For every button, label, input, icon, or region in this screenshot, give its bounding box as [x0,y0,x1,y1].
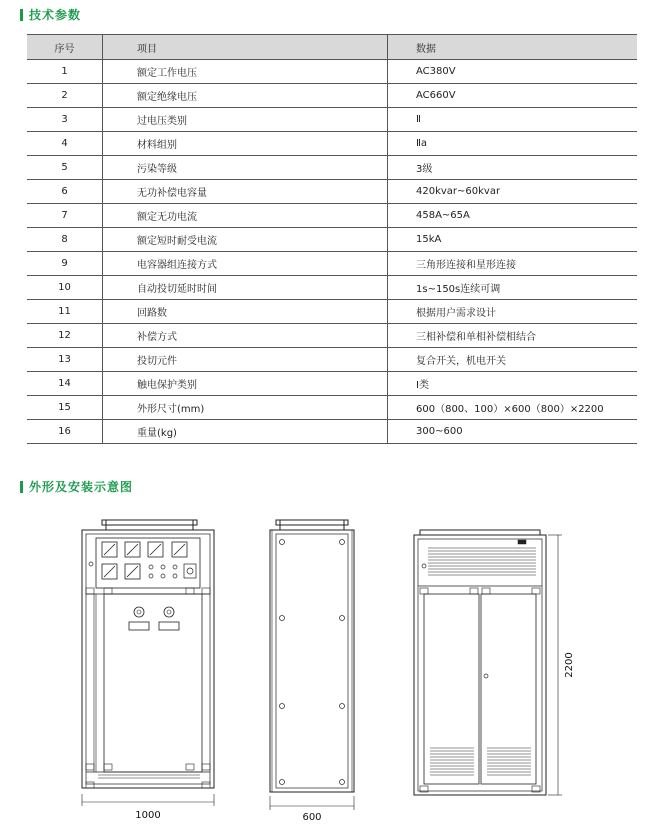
row-item: 额定无功电流 [103,204,388,228]
rear-cabinet-frame [414,535,546,795]
side-view [270,520,354,823]
row-index: 9 [27,252,103,276]
side-depth-label: 600 [302,812,322,823]
row-index: 5 [27,156,103,180]
outline-installation-title [20,478,133,495]
row-value: 600（800、100）×600（800）×2200 [388,396,638,420]
table-row [27,108,637,132]
row-index: 8 [27,228,103,252]
top-vent-grille-icon [428,548,536,575]
row-value: 根据用户需求设计 [388,300,638,324]
table-header-row [27,35,637,60]
row-index: 7 [27,204,103,228]
row-item: 过电压类别 [103,108,388,132]
technical-parameters-text: 技术参数 [29,8,82,22]
row-value: 420kvar~60kvar [388,180,638,204]
row-item: 材料组别 [103,132,388,156]
rear-view [414,530,575,795]
row-index: 16 [27,420,103,444]
row-index: 1 [27,60,103,84]
title-bar-icon [20,9,23,21]
row-item: 补偿方式 [103,324,388,348]
row-value: Ⅰ类 [388,372,638,396]
row-value: 458A~65A [388,204,638,228]
front-door [104,594,202,772]
row-index: 4 [27,132,103,156]
row-item: 额定工作电压 [103,60,388,84]
fixing-hole-icon [280,540,345,785]
header-index: 序号 [27,35,103,60]
cabinet-drawings [0,500,647,838]
row-item: 重量(kg) [103,420,388,444]
row-index: 10 [27,276,103,300]
table-row [27,396,637,420]
row-value: Ⅱa [388,132,638,156]
height-label: 2200 [564,652,575,678]
door-handle-icon [484,674,488,678]
row-index: 6 [27,180,103,204]
header-data: 数据 [388,35,638,60]
rear-door-left [424,594,479,784]
row-item: 无功补偿电容量 [103,180,388,204]
table-row [27,84,637,108]
row-item: 触电保护类别 [103,372,388,396]
row-item: 电容器组连接方式 [103,252,388,276]
table-row [27,156,637,180]
title-bar-icon [20,481,23,493]
row-index: 11 [27,300,103,324]
side-lifting-rail [276,520,348,525]
header-item: 项目 [103,35,388,60]
technical-parameters-title [20,6,81,23]
table-row [27,204,637,228]
row-item: 投切元件 [103,348,388,372]
table-row [27,228,637,252]
vent-grille-icon [98,775,200,778]
row-value: AC380V [388,60,638,84]
row-index: 14 [27,372,103,396]
table-row [27,372,637,396]
switch-knob-icon [134,607,144,617]
row-item: 额定绝缘电压 [103,84,388,108]
rear-door-right [481,594,536,784]
table-row [27,348,637,372]
front-lifting-rail [102,520,197,525]
row-value: 三相补偿和单相补偿相结合 [388,324,638,348]
row-item: 污染等级 [103,156,388,180]
table-row [27,252,637,276]
row-index: 13 [27,348,103,372]
front-width-label: 1000 [135,810,161,821]
row-value: 三角形连接和星形连接 [388,252,638,276]
row-item: 外形尺寸(mm) [103,396,388,420]
row-value: Ⅱ [388,108,638,132]
outline-installation-text: 外形及安装示意图 [29,480,134,494]
row-index: 3 [27,108,103,132]
side-cabinet-frame [270,530,354,792]
table-row [27,60,637,84]
row-item: 回路数 [103,300,388,324]
row-value: 15kA [388,228,638,252]
table-row [27,276,637,300]
switch-knob-icon [164,607,174,617]
row-index: 12 [27,324,103,348]
table-row [27,300,637,324]
row-item: 自动投切延时时间 [103,276,388,300]
row-index: 2 [27,84,103,108]
table-body [27,60,637,444]
row-item: 额定短时耐受电流 [103,228,388,252]
indicator-lamp-icon [149,564,196,578]
table-row [27,420,637,444]
table-row [27,180,637,204]
row-value: AC660V [388,84,638,108]
spec-table [27,34,637,444]
row-value: 复合开关，机电开关 [388,348,638,372]
row-value: 1s~150s连续可调 [388,276,638,300]
bottom-vent-grille-icon [430,748,531,775]
table-row [27,132,637,156]
front-view [82,520,214,821]
row-value: 3级 [388,156,638,180]
row-index: 15 [27,396,103,420]
rear-top-rail [420,530,540,535]
row-value: 300~600 [388,420,638,444]
meter-icon [102,542,187,579]
bolt-strip-icon [86,588,210,594]
table-row [27,324,637,348]
